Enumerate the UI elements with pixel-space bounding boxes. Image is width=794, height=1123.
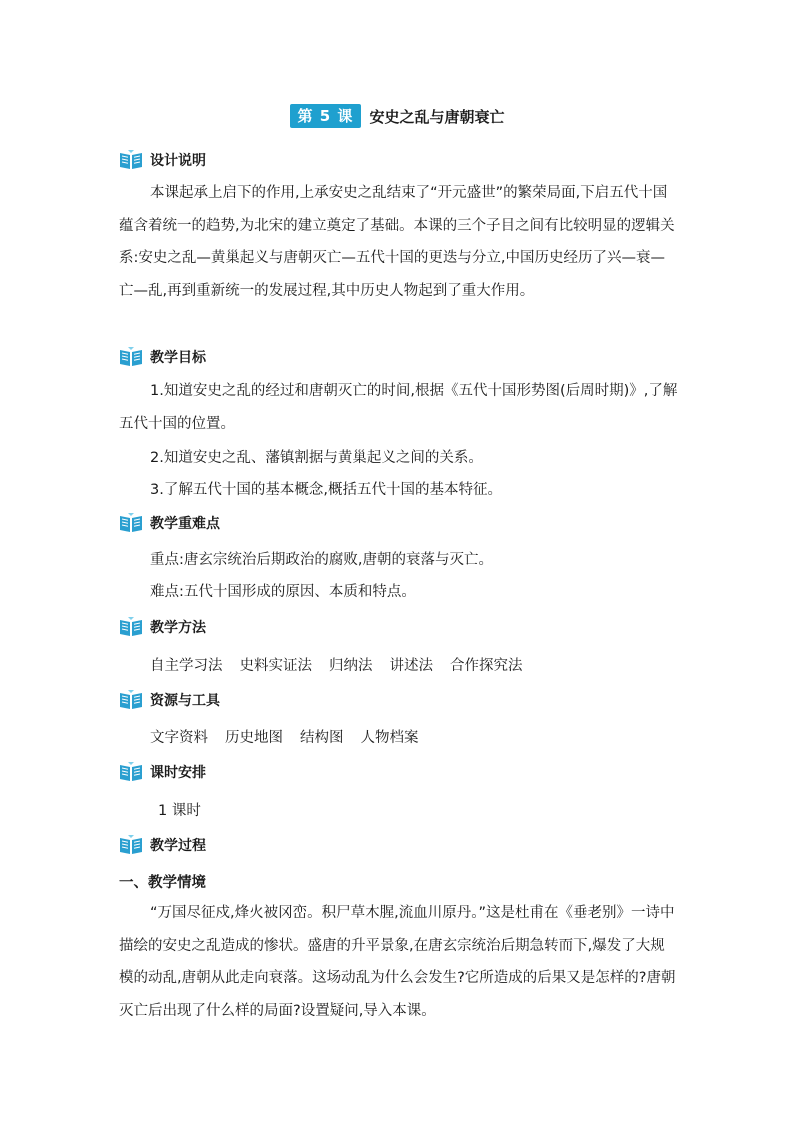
design-paragraph: 本课起承上启下的作用,上承安史之乱结束了“开元盛世”的繁荣局面,下启五代十国蕴含着统一的趋势,为北宋的建立奠定了基础。本课的三个子目之间有比较明显的逻辑关系:安史之乱—黄巢起义与唐朝灭亡—五代十国的更迭与分立,中国历史经历了兴—衰—亡—乱,再到重新统一的发展过程,其中历史人物起到了重大作用。	[119, 185, 675, 299]
section-heading-design	[119, 148, 206, 172]
method-item: 合作探究法	[450, 658, 523, 674]
section-title: 设计说明	[150, 153, 206, 169]
schedule-text: 1 课时	[158, 803, 201, 819]
subsection-heading: 一、教学情境	[119, 875, 206, 891]
book-icon	[119, 616, 143, 638]
resource-item: 历史地图	[225, 730, 283, 746]
section-title: 课时安排	[150, 765, 206, 781]
key-point: 重点:唐玄宗统治后期政治的腐败,唐朝的衰落与灭亡。	[150, 552, 493, 568]
section-title: 教学过程	[150, 838, 206, 854]
resource-item: 结构图	[300, 730, 344, 746]
goal-item-2: 2.知道安史之乱、藩镇割据与黄巢起义之间的关系。	[150, 450, 483, 466]
book-icon	[119, 834, 143, 856]
methods-list	[150, 654, 540, 675]
section-heading-goals	[119, 345, 206, 369]
section-heading-resources	[119, 688, 220, 712]
difficult-point: 难点:五代十国形成的原因、本质和特点。	[150, 584, 416, 600]
section-title: 教学重难点	[150, 516, 220, 532]
method-item: 自主学习法	[150, 658, 223, 674]
section-heading-schedule	[119, 760, 206, 784]
section-title: 资源与工具	[150, 693, 220, 709]
book-icon	[119, 149, 143, 171]
lesson-title: 安史之乱与唐朝衰亡	[369, 107, 505, 126]
section-title: 教学目标	[150, 350, 206, 366]
book-icon	[119, 761, 143, 783]
goal-item-3: 3.了解五代十国的基本概念,概括五代十国的基本特征。	[150, 482, 502, 498]
lesson-header	[0, 104, 794, 128]
book-icon	[119, 512, 143, 534]
section-heading-methods	[119, 615, 206, 639]
section-title: 教学方法	[150, 620, 206, 636]
section-heading-process	[119, 833, 206, 857]
goal-item-1: 1.知道安史之乱的经过和唐朝灭亡的时间,根据《五代十国形势图(后周时期)》,了解五代十国的位置。	[119, 383, 678, 432]
section-heading-keypoints	[119, 511, 220, 535]
method-item: 讲述法	[389, 658, 433, 674]
process-paragraph: “万国尽征戍,烽火被冈峦。积尸草木腥,流血川原丹。”这是杜甫在《垂老别》一诗中描绘的安史之乱造成的惨状。盛唐的升平景象,在唐玄宗统治后期急转而下,爆发了大规模的动乱,唐朝从此走向衰落。这场动乱为什么会发生?它所造成的后果又是怎样的?唐朝灭亡后出现了什么样的局面?设置疑问,导入本课。	[119, 905, 676, 1019]
resources-list	[150, 726, 436, 747]
method-item: 史料实证法	[239, 658, 312, 674]
resource-item: 人物档案	[360, 730, 419, 746]
book-icon	[119, 689, 143, 711]
method-item: 归纳法	[329, 658, 373, 674]
book-icon	[119, 346, 143, 368]
lesson-number-badge: 第 5 课	[290, 104, 362, 128]
resource-item: 文字资料	[150, 730, 208, 746]
